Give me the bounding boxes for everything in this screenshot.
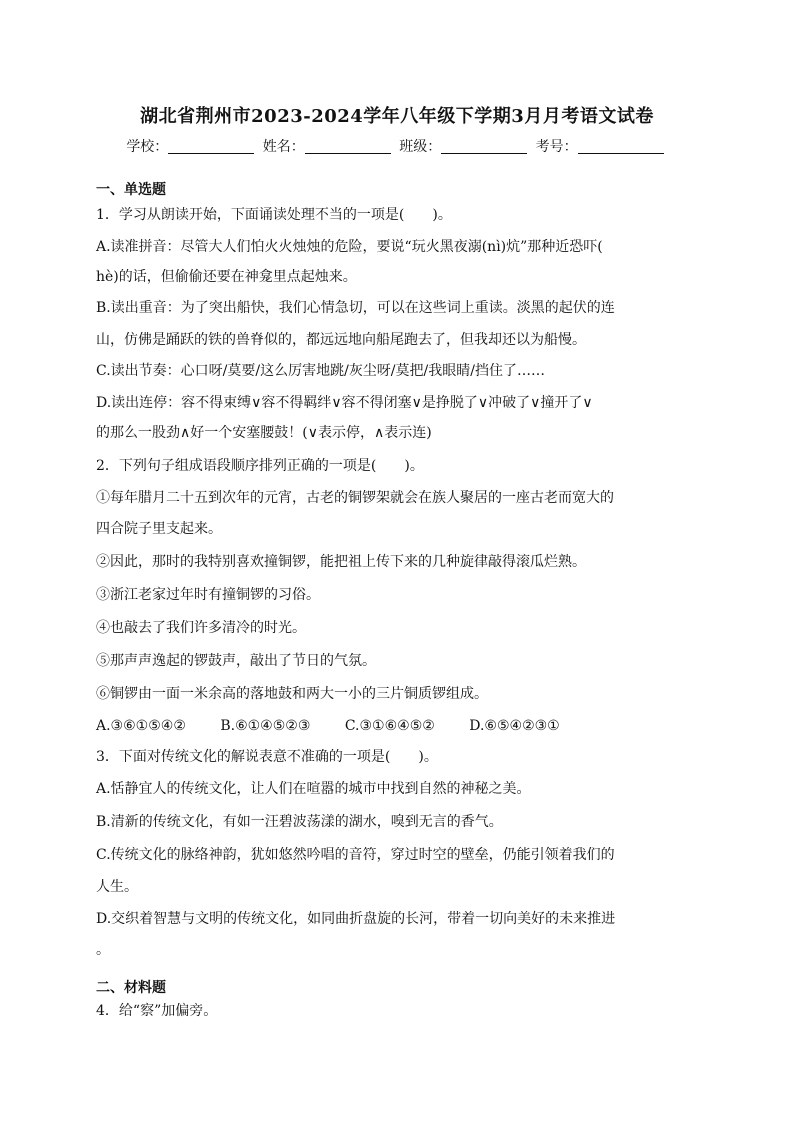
class-label: 班级：: [399, 139, 442, 155]
q3-option-c-line2: 人生。: [96, 879, 138, 895]
q1-option-a-line1: A.读准拼音：尽管大人们怕火火烛烛的危险，要说“玩火黑夜溺(nì)炕”那种近恐吓(: [96, 239, 603, 255]
q2-stem: 2．下列句子组成语段顺序排列正确的一项是( )。: [96, 458, 424, 474]
q2-sentence-4: ④也敲去了我们许多清冷的时光。: [96, 620, 306, 636]
student-info-row: [0, 136, 794, 156]
q1-option-b-line1: B.读出重音：为了突出船快，我们心情急切，可以在这些词上重读。淡黑的起伏的连: [96, 300, 615, 316]
q3-option-a: A.恬静宜人的传统文化，让人们在喧嚣的城市中找到自然的神秘之美。: [96, 781, 531, 797]
q2-options: [96, 717, 696, 735]
q2-option-c: C.③①⑥④⑤②: [344, 718, 435, 734]
school-label: 学校：: [126, 139, 169, 155]
q3-stem: 3．下面对传统文化的解说表意不准确的一项是( )。: [96, 749, 438, 765]
q1-option-d-line2: 的那么一股劲∧好一个安塞腰鼓！(∨表示停，∧表示连): [96, 425, 432, 441]
q2-option-d: D.⑥⑤④②③①: [469, 718, 560, 734]
section-single-choice: 一、单选题: [96, 182, 166, 198]
q2-sentence-3: ③浙江老家过年时有撞铜锣的习俗。: [96, 587, 320, 603]
q2-sentence-1-line2: 四合院子里支起来。: [96, 521, 222, 537]
q2-sentence-1-line1: ①每年腊月二十五到次年的元宵，古老的铜锣架就会在族人聚居的一座古老而宽大的: [96, 490, 614, 506]
q3-option-d-line1: D.交织着智慧与文明的传统文化，如同曲折盘旋的长河，带着一切向美好的未来推进: [96, 911, 616, 927]
q1-option-c: C.读出节奏：心口呀/莫要/这么厉害地跳/灰尘呀/莫把/我眼睛/挡住了……: [96, 363, 545, 379]
q2-option-b: B.⑥①④⑤②③: [220, 718, 311, 734]
q3-option-b: B.清新的传统文化，有如一汪碧波荡漾的湖水，嗅到无言的香气。: [96, 814, 503, 830]
q3-option-c-line1: C.传统文化的脉络神韵，犹如悠然吟唱的音符，穿过时空的壁垒，仍能引领着我们的: [96, 847, 615, 863]
class-blank[interactable]: [441, 139, 527, 154]
name-blank[interactable]: [305, 139, 391, 154]
school-blank[interactable]: [168, 139, 254, 154]
q1-option-b-line2: 山，仿佛是踊跃的铁的兽脊似的，都远远地向船尾跑去了，但我却还以为船慢。: [96, 332, 586, 348]
exam-number-blank[interactable]: [578, 139, 664, 154]
section-material: 二、材料题: [96, 980, 166, 996]
q2-sentence-2: ②因此，那时的我特别喜欢撞铜锣，能把祖上传下来的几种旋律敲得滚瓜烂熟。: [96, 554, 586, 570]
q1-option-a-line2: hè)的话，但偷偷还要在神龛里点起烛来。: [96, 269, 357, 285]
q2-option-a: A.③⑥①⑤④②: [96, 718, 186, 734]
name-label: 姓名：: [262, 139, 305, 155]
q2-sentence-6: ⑥铜锣由一面一米余高的落地鼓和两大一小的三片铜质锣组成。: [96, 686, 488, 702]
exam-title: 湖北省荆州市2023-2024学年八年级下学期3月月考语文试卷: [140, 106, 654, 127]
q1-stem: 1．学习从朗读开始，下面诵读处理不当的一项是( )。: [96, 207, 452, 223]
q3-option-d-line2: 。: [96, 942, 110, 958]
exam-number-label: 考号：: [535, 139, 578, 155]
q1-option-d-line1: D.读出连停：容不得束缚∨容不得羁绊∨容不得闭塞∨是挣脱了∨冲破了∨撞开了∨: [96, 395, 593, 411]
q2-sentence-5: ⑤那声声逸起的锣鼓声，敲出了节日的气氛。: [96, 653, 376, 669]
q4-stem: 4．给“察”加偏旁。: [96, 1003, 218, 1019]
